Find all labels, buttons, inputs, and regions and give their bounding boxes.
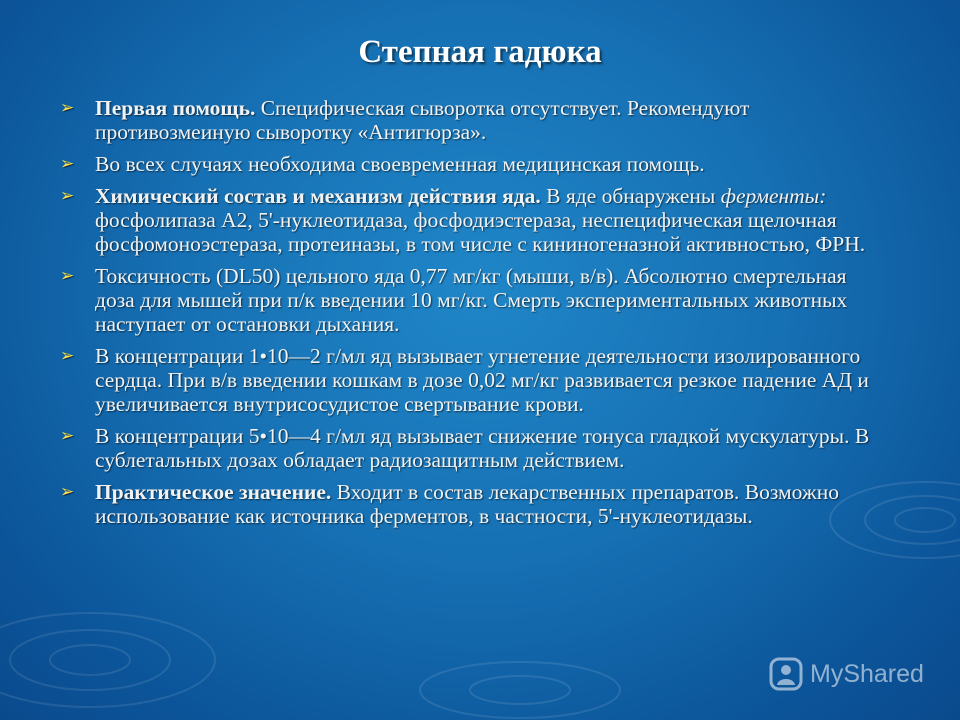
bullet-text: Специфическая сыворотка отсутствует. Рекомендуют противозмеиную сыворотку «Антигюрза». (95, 96, 750, 144)
bullet-list (60, 96, 890, 536)
bullet-text: В концентрации 5•10—4 г/мл яд вызывает снижение тонуса гладкой мускулатуры. В сублетальных дозах обладает радиозащитным действием. (95, 424, 870, 472)
bullet-item (60, 480, 890, 528)
arrow-bullet-icon: ➢ (60, 186, 75, 205)
bullet-item (60, 424, 890, 472)
arrow-bullet-icon: ➢ (60, 426, 75, 445)
bullet-italic-term: ферменты: (720, 184, 827, 208)
bullet-heading: Первая помощь. (95, 96, 256, 120)
arrow-bullet-icon: ➢ (60, 482, 75, 501)
myshared-watermark (768, 656, 924, 692)
bullet-text-continued: фосфолипаза А2, 5'-нуклеотидаза, фосфодиэстераза, неспецифическая щелочная фосфомоноэстераза, протеиназы, в том числе с кининогеназной активностью, ФРН. (95, 208, 866, 256)
bullet-item (60, 96, 890, 144)
bullet-item (60, 264, 890, 336)
bullet-heading: Химический состав и механизм действия яда. (95, 184, 541, 208)
slide-title: Степная гадюка (358, 34, 602, 70)
arrow-bullet-icon: ➢ (60, 98, 75, 117)
watermark-text: MyShared (810, 659, 924, 688)
bullet-item (60, 184, 890, 256)
bullet-item (60, 344, 890, 416)
bullet-text: Токсичность (DL50) цельного яда 0,77 мг/кг (мыши, в/в). Абсолютно смертельная доза для мышей при п/к введении 10 мг/кг. Смерть экспериментальных животных наступает от остановки дыхания. (95, 264, 848, 336)
arrow-bullet-icon: ➢ (60, 266, 75, 285)
bullet-text: Во всех случаях необходима своевременная медицинская помощь. (95, 152, 705, 176)
arrow-bullet-icon: ➢ (60, 154, 75, 173)
arrow-bullet-icon: ➢ (60, 346, 75, 365)
bullet-text: В концентрации 1•10—2 г/мл яд вызывает угнетение деятельности изолированного сердца. При в/в введении кошкам в дозе 0,02 мг/кг развивается резкое падение АД и увеличивается внутрисосудистое свертывание крови. (95, 344, 869, 416)
bullet-text: В яде обнаружены (540, 184, 721, 208)
myshared-logo-icon (768, 656, 804, 692)
bullet-heading: Практическое значение. (95, 480, 332, 504)
bullet-item (60, 152, 890, 176)
bullet-text: Входит в состав лекарственных препаратов. Возможно использование как источника ферментов, в частности, 5'-нуклеотидазы. (95, 480, 839, 528)
